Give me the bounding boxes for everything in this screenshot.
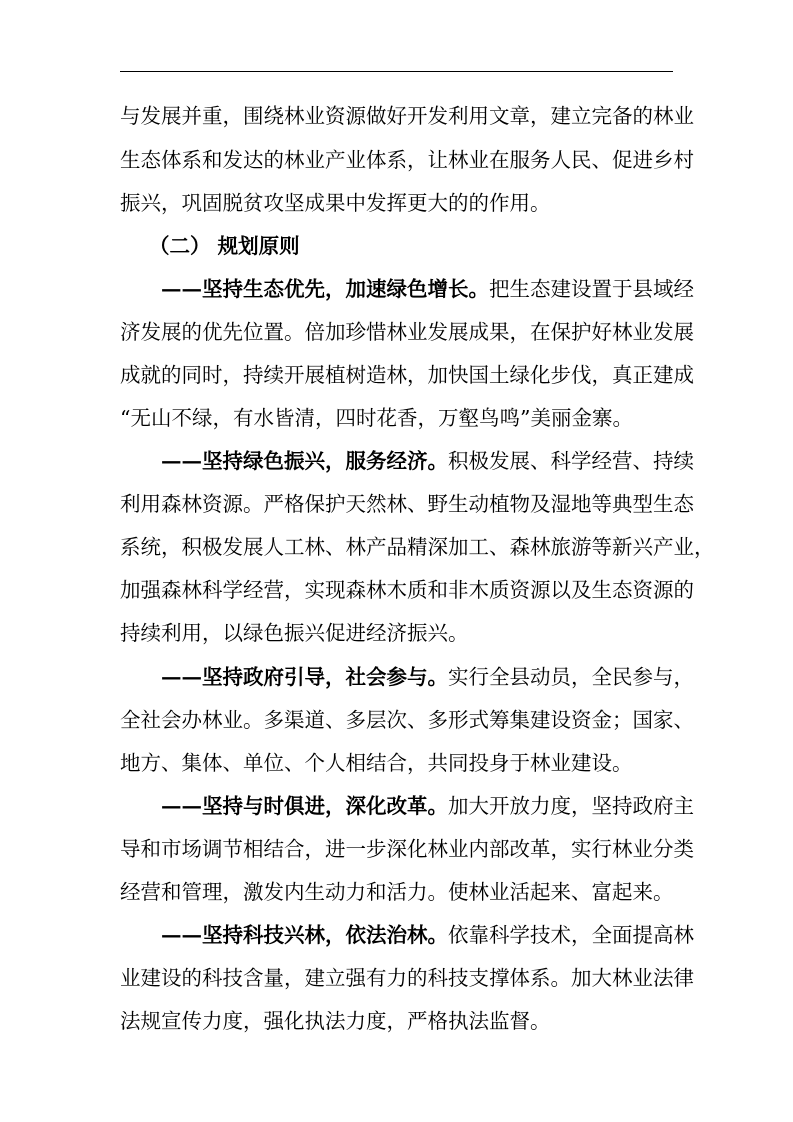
principle-text: 积极发展、科学经营、持续 — [448, 449, 694, 473]
paragraph-line: 成就的同时，持续开展植树造林，加快国土绿化步伐，真正建成 — [120, 363, 694, 387]
section-heading: （二） 规划原则 — [149, 234, 300, 258]
principle-title: ——坚持与时俱进，深化改革。 — [161, 794, 448, 818]
principle-text: 把生态建设置于县域经 — [489, 277, 694, 301]
paragraph-line: 与发展并重，围绕林业资源做好开发利用文章，建立完备的林业 — [120, 104, 694, 128]
paragraph-line: 持续利用，以绿色振兴促进经济振兴。 — [120, 621, 469, 645]
principle-text: 加大开放力度，坚持政府主 — [448, 794, 694, 818]
principle-first-line — [161, 921, 694, 949]
header-rule — [120, 71, 673, 72]
paragraph-line: 业建设的科技含量，建立强有力的科技支撑体系。加大林业法律 — [120, 966, 694, 990]
paragraph-line: 生态体系和发达的林业产业体系，让林业在服务人民、促进乡村 — [120, 148, 694, 172]
paragraph-line: 地方、集体、单位、个人相结合，共同投身于林业建设。 — [120, 751, 633, 775]
principle-first-line — [161, 792, 694, 820]
paragraph-line: 经营和管理，激发内生动力和活力。使林业活起来、富起来。 — [120, 880, 674, 904]
paragraph-line: 利用森林资源。严格保护天然林、野生动植物及湿地等典型生态 — [120, 492, 694, 516]
principle-text: 实行全县动员，全民参与， — [448, 665, 694, 689]
paragraph-line: 系统，积极发展人工林、林产品精深加工、森林旅游等新兴产业， — [120, 535, 715, 559]
paragraph-line: 导和市场调节相结合，进一步深化林业内部改革，实行林业分类 — [120, 837, 694, 861]
paragraph-line: 振兴，巩固脱贫攻坚成果中发挥更大的的作用。 — [120, 191, 551, 215]
paragraph-line: 法规宣传力度，强化执法力度，严格执法监督。 — [120, 1009, 551, 1033]
principle-title: ——坚持政府引导，社会参与。 — [161, 665, 448, 689]
paragraph-line: “无山不绿，有水皆清，四时花香，万壑鸟鸣”美丽金寨。 — [120, 406, 633, 430]
paragraph-line: 全社会办林业。多渠道、多层次、多形式筹集建设资金；国家、 — [120, 708, 694, 732]
paragraph-line: 加强森林科学经营，实现森林木质和非木质资源以及生态资源的 — [120, 578, 694, 602]
principle-first-line — [161, 447, 694, 475]
principle-text: 依靠科学技术，全面提高林 — [448, 923, 694, 947]
principle-title: ——坚持生态优先，加速绿色增长。 — [161, 277, 489, 301]
principle-title: ——坚持科技兴林，依法治林。 — [161, 923, 448, 947]
principle-first-line — [161, 663, 694, 691]
principle-first-line — [161, 275, 694, 303]
principle-title: ——坚持绿色振兴，服务经济。 — [161, 449, 448, 473]
paragraph-line: 济发展的优先位置。倍加珍惜林业发展成果，在保护好林业发展 — [120, 320, 694, 344]
